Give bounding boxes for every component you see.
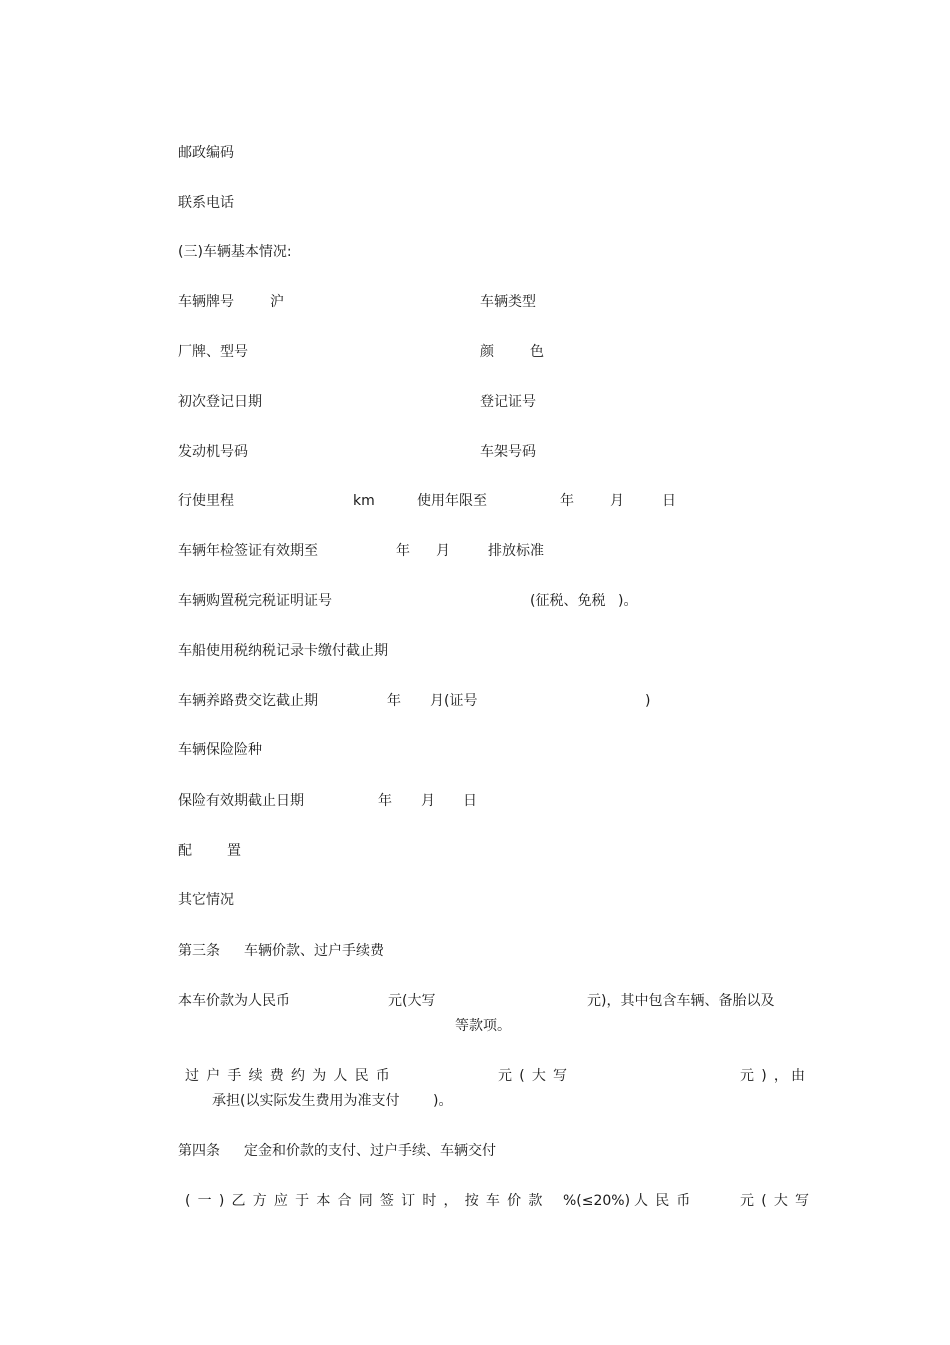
article4-item1-head: (一)乙方应于本合同签订时，按车价款 <box>185 1193 550 1209</box>
transfer-fee-close: 元)， <box>740 1068 796 1084</box>
emission-standard-label: 排放标准 <box>488 543 544 559</box>
config-label-char2: 置 <box>227 843 241 859</box>
price-tail-line2: 等款项。 <box>455 1018 511 1034</box>
first-registration-date-label: 初次登记日期 <box>178 394 262 410</box>
engine-number-label: 发动机号码 <box>178 444 248 460</box>
road-fee-close: ) <box>645 693 651 709</box>
insurance-expiry-month: 月 <box>421 793 435 809</box>
road-fee-year: 年 <box>387 693 401 709</box>
use-limit-year: 年 <box>560 493 574 509</box>
article4-number: 第四条 <box>178 1143 220 1159</box>
use-limit-day: 日 <box>662 493 676 509</box>
use-limit-month: 月 <box>610 493 624 509</box>
purchase-tax-note-close: )。 <box>618 593 638 609</box>
plate-prefix: 沪 <box>270 294 284 310</box>
price-tail: 元)，其中包含车辆、备胎以及 <box>587 993 775 1009</box>
postal-code-label: 邮政编码 <box>178 145 234 161</box>
inspection-month: 月 <box>436 543 450 559</box>
inspection-year: 年 <box>396 543 410 559</box>
config-label-char1: 配 <box>178 843 192 859</box>
mileage-label: 行使里程 <box>178 493 234 509</box>
article4-item1-tail: 元(大写 <box>740 1193 817 1209</box>
other-info-label: 其它情况 <box>178 892 234 908</box>
insurance-type-label: 车辆保险险种 <box>178 742 262 758</box>
registration-cert-label: 登记证号 <box>480 394 536 410</box>
insurance-expiry-label: 保险有效期截止日期 <box>178 793 304 809</box>
article3-title: 车辆价款、过户手续费 <box>244 943 384 959</box>
vehicle-section-title: (三)车辆基本情况: <box>178 244 292 260</box>
use-limit-label: 使用年限至 <box>417 493 487 509</box>
color-label-char1: 颜 <box>480 344 494 360</box>
color-label-char2: 色 <box>530 344 544 360</box>
transfer-fee-line2-close: )。 <box>433 1093 453 1109</box>
road-fee-month-cert: 月(证号 <box>430 693 478 709</box>
inspection-label: 车辆年检签证有效期至 <box>178 543 318 559</box>
article4-title: 定金和价款的支付、过户手续、车辆交付 <box>244 1143 496 1159</box>
insurance-expiry-day: 日 <box>463 793 477 809</box>
article3-number: 第三条 <box>178 943 220 959</box>
transfer-fee-by: 由 <box>791 1068 805 1084</box>
mileage-unit: km <box>353 493 375 509</box>
road-fee-label: 车辆养路费交讫截止期 <box>178 693 318 709</box>
article4-item1-percent: %(≤20%) <box>563 1193 631 1209</box>
price-label: 本车价款为人民币 <box>178 993 290 1009</box>
brand-model-label: 厂牌、型号 <box>178 344 248 360</box>
transfer-fee-line2: 承担(以实际发生费用为准支付 <box>212 1093 400 1109</box>
insurance-expiry-year: 年 <box>378 793 392 809</box>
transfer-fee-yuan-capital: 元(大写 <box>498 1068 575 1084</box>
transfer-fee-label: 过户手续费约为人民币 <box>185 1068 397 1084</box>
purchase-tax-note-open: (征税、免税 <box>530 593 606 609</box>
phone-label: 联系电话 <box>178 195 234 211</box>
price-yuan-capital: 元(大写 <box>388 993 436 1009</box>
plate-label: 车辆牌号 <box>178 294 234 310</box>
purchase-tax-label: 车辆购置税完税证明证号 <box>178 593 332 609</box>
article4-item1-rmb: 人民币 <box>634 1193 698 1209</box>
vessel-tax-label: 车船使用税纳税记录卡缴付截止期 <box>178 643 388 659</box>
vehicle-type-label: 车辆类型 <box>480 294 536 310</box>
frame-number-label: 车架号码 <box>480 444 536 460</box>
